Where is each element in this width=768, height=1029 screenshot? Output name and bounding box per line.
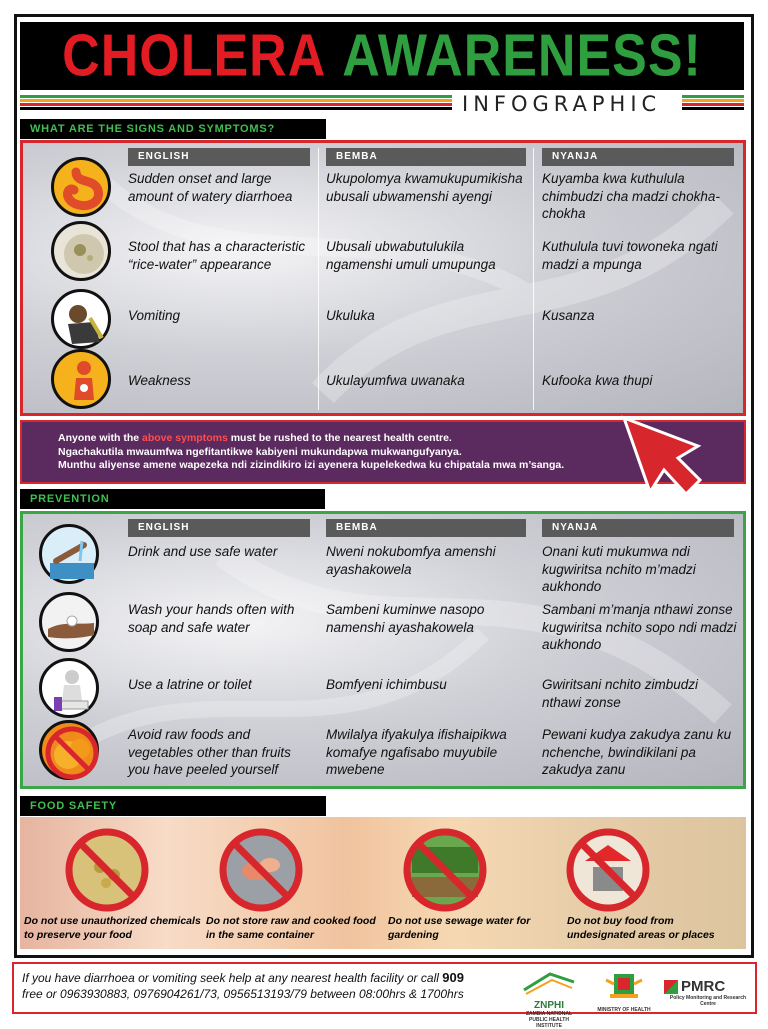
column-divider [318, 148, 319, 410]
title-word-awareness: AWARENESS! [342, 22, 702, 90]
prevention-nyanja: Onani kuti mukumwa ndi kugwiritsa nchito m’madzi aukhondo [542, 544, 696, 594]
prevention-nyanja: Sambani m’manja nthawi zonse kugwiritsa nchito sopo ndi madzi aukhondo [542, 602, 737, 652]
symptom-english: Sudden onset and large amount of watery diarrhoea [128, 171, 293, 204]
notice-line-english: Anyone with the above symptoms must be rushed to the nearest health centre. [58, 432, 452, 444]
col-header-bemba: BEMBA [326, 148, 526, 166]
col-header-nyanja: NYANJA [542, 519, 734, 537]
no-street-vendor-icon [565, 827, 651, 913]
symptom-bemba: Ukupolomya kwamukupumikisha ubusali ubwamenshi ayengi [326, 171, 523, 204]
helpline-text: If you have diarrhoea or vomiting seek help at any nearest health facility or call 909 free or 0963930883, 0976904261/73, 0956513193/79 between 08:00hrs & 1700hrs [22, 970, 464, 1001]
symptom-english: Stool that has a characteristic “rice-water” appearance [128, 239, 306, 272]
prevention-english: Avoid raw foods and vegetables other than fruits you have peeled yourself [128, 727, 291, 777]
food-safety-panel [20, 817, 746, 949]
weak-body-icon [51, 349, 111, 409]
flag-stripes-right [682, 95, 744, 113]
notice-line-bemba: Ngachakutila mwaumfwa ngefitantikwe kabiyeni mukundapwa mukwangufyanya. [58, 445, 462, 458]
notice-highlight: above symptoms [142, 432, 228, 444]
col-header-english: ENGLISH [128, 148, 310, 166]
symptom-nyanja: Kufooka kwa thupi [542, 373, 653, 388]
symptom-english: Vomiting [128, 308, 181, 323]
symptoms-table [20, 140, 746, 416]
no-sewage-gardening-icon [402, 827, 488, 913]
food-caption: Do not store raw and cooked food in the same container [206, 915, 376, 941]
helpline-number: 909 [442, 970, 464, 985]
food-caption: Do not use unauthorized chemicals to preserve your food [24, 915, 201, 941]
food-safety-heading: FOOD SAFETY [20, 796, 326, 816]
title-word-cholera: CHOLERA [62, 22, 327, 90]
symptoms-heading: WHAT ARE THE SIGNS AND SYMPTOMS? [20, 119, 326, 139]
hand-washing-icon [39, 592, 99, 652]
prevention-english: Drink and use safe water [128, 544, 278, 559]
symptom-bemba: Ukuluka [326, 308, 375, 323]
no-raw-food-icon [39, 720, 99, 780]
col-header-nyanja: NYANJA [542, 148, 734, 166]
pointer-arrow-icon [616, 412, 708, 500]
symptom-nyanja: Kuthulula tuvi towoneka ngati madzi a mpunga [542, 239, 718, 272]
column-divider [533, 148, 534, 410]
prevention-bemba: Sambeni kuminwe nasopo namenshi ayashakowela [326, 602, 485, 635]
prevention-bemba: Mwilalya ifyakulya ifishaipikwa komafye ngafisabo muyubile mwebene [326, 727, 507, 777]
prevention-english: Wash your hands often with soap and safe water [128, 602, 295, 635]
drinking-water-icon [39, 524, 99, 584]
no-chemicals-icon [64, 827, 150, 913]
col-header-english: ENGLISH [128, 519, 310, 537]
food-caption: Do not use sewage water for gardening [388, 915, 531, 941]
ministry-of-health-logo: MINISTRY OF HEALTH [592, 968, 656, 1013]
prevention-nyanja: Gwiritsani nchito zimbudzi nthawi zonse [542, 677, 699, 710]
symptom-bemba: Ukulayumfwa uwanaka [326, 373, 465, 388]
pmrc-mark-icon [664, 980, 678, 994]
symptom-bemba: Ubusali ubwabutulukila ngamenshi umuli umupunga [326, 239, 496, 272]
no-mixed-storage-icon [218, 827, 304, 913]
stomach-icon [51, 157, 111, 217]
prevention-bemba: Nweni nokubomfya amenshi ayashakowela [326, 544, 496, 577]
prevention-english: Use a latrine or toilet [128, 677, 252, 692]
znphi-logo: ZNPHI ZAMBIA NATIONAL PUBLIC HEALTH INSTITUTE [520, 968, 578, 1029]
symptom-nyanja: Kuyamba kwa kuthulula chimbudzi cha madzi chokha- chokha [542, 171, 720, 221]
prevention-nyanja: Pewani kudya zakudya zanu ku nchenche, bwindikilani pa zakudya zanu [542, 727, 732, 777]
prevention-heading: PREVENTION [20, 489, 325, 509]
contact-footer [12, 962, 757, 1029]
symptom-nyanja: Kusanza [542, 308, 595, 323]
col-header-bemba: BEMBA [326, 519, 526, 537]
flag-stripes-left [20, 95, 452, 113]
title-banner [20, 22, 744, 90]
prevention-bemba: Bomfyeni ichimbusu [326, 677, 447, 692]
rice-water-stool-icon [51, 221, 111, 281]
food-caption: Do not buy food from undesignated areas or places [567, 915, 715, 941]
subtitle-infographic: INFOGRAPHIC [462, 92, 662, 116]
pmrc-logo: PMRC Policy Monitoring and Research Centre [664, 978, 752, 1007]
symptom-english: Weakness [128, 373, 191, 388]
prevention-table [20, 511, 746, 789]
vomiting-person-icon [51, 289, 111, 349]
notice-line-nyanja: Munthu aliyense amene wapezeka ndi zizindikiro izi ayenera kupelekedwa ku chipatala mwa m’sanga. [58, 459, 565, 471]
toilet-icon [39, 658, 99, 718]
